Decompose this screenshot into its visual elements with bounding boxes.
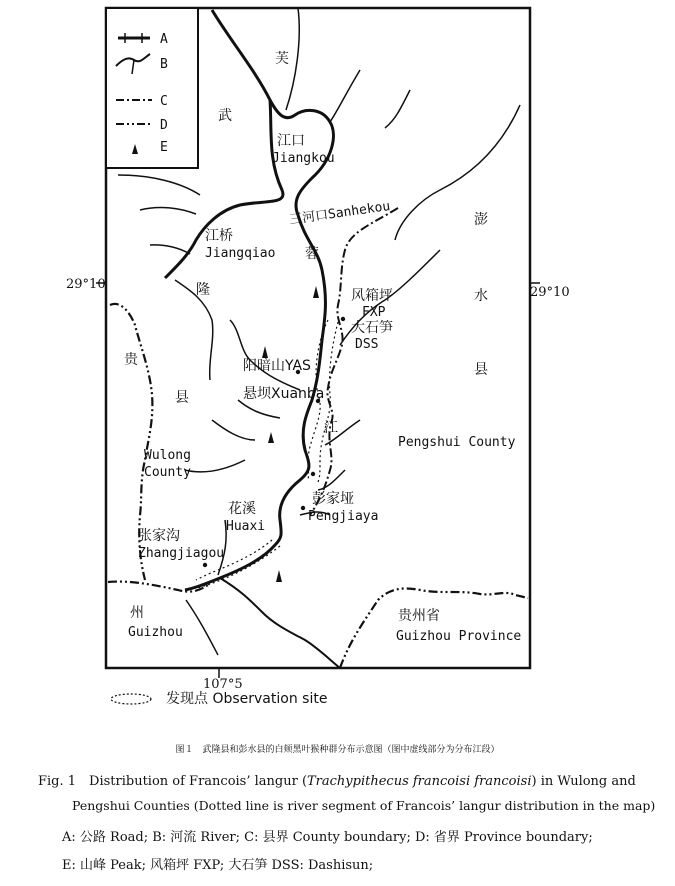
river-southeast bbox=[220, 578, 340, 668]
legend-key-d: D bbox=[160, 118, 168, 133]
label-jiang: 江 bbox=[324, 420, 338, 436]
label-peng: 澎 bbox=[474, 212, 488, 228]
label-fu: 芙 bbox=[275, 51, 289, 67]
caption-legend-line-1: A: 公路 Road; B: 河流 River; C: 县界 County boundary; D: 省界 Province boundary; bbox=[62, 830, 593, 845]
label-zhangjiagou-en: Zhangjiagou bbox=[138, 546, 225, 561]
label-xian-left: 县 bbox=[175, 390, 189, 406]
observation-legend bbox=[111, 690, 327, 707]
caption-fig-line-2: Pengshui Counties (Dotted line is river segment of Francois’ langur distribution in the map) bbox=[72, 798, 656, 813]
label-jiangqiao-zh: 江桥 bbox=[205, 228, 233, 244]
label-zhou: 州 bbox=[130, 605, 144, 621]
label-wulong-county-1: Wulong bbox=[144, 448, 191, 463]
legend-key-e: E bbox=[160, 140, 168, 155]
label-wu: 武 bbox=[218, 108, 232, 124]
label-guizhou: Guizhou bbox=[128, 625, 183, 640]
label-guizhou-province-en: Guizhou Province bbox=[396, 629, 522, 644]
peaks bbox=[262, 286, 319, 582]
caption-fig-line bbox=[38, 770, 638, 789]
peak-icon-2 bbox=[262, 346, 268, 358]
label-jiangqiao-en: Jiangqiao bbox=[205, 246, 276, 261]
label-dss-en: DSS bbox=[355, 337, 379, 352]
legend-key-b: B bbox=[160, 57, 168, 72]
caption-zh: 图１ 武隆县和彭水县的白颊黑叶猴种群分布示意图（图中虚线部分为分布江段） bbox=[175, 745, 500, 755]
caption-fig-species: Trachypithecus francoisi francoisi bbox=[307, 774, 532, 789]
label-wulong-county-2: County bbox=[144, 465, 191, 480]
label-xian-right: 县 bbox=[474, 362, 488, 378]
label-fxp-zh: 风箱坪 bbox=[351, 288, 393, 304]
site-dots bbox=[203, 317, 345, 567]
label-xuanba: 悬坝Xuanba bbox=[243, 386, 325, 402]
label-long: 隆 bbox=[196, 282, 210, 298]
label-huaxi-zh: 花溪 bbox=[228, 501, 256, 517]
county-boundary bbox=[310, 208, 398, 515]
label-pengjiaya-zh: 彭家垭 bbox=[312, 491, 354, 507]
label-gui: 贵 bbox=[124, 352, 138, 368]
label-shui: 水 bbox=[474, 288, 488, 304]
label-fxp-en: FXP bbox=[362, 305, 386, 320]
observation-label: 发现点 Observation site bbox=[166, 691, 328, 707]
label-pengshui-county: Pengshui County bbox=[398, 435, 516, 450]
peak-icon-3 bbox=[268, 432, 274, 443]
label-rong: 蓉 bbox=[305, 246, 319, 262]
label-sanhekou: 三河口Sanhekou bbox=[288, 198, 392, 228]
peak-icon-4 bbox=[276, 570, 282, 582]
label-zhangjiagou-zh: 张家沟 bbox=[138, 528, 180, 544]
lon-label-bottom: 107°5 bbox=[203, 677, 243, 692]
caption-legend-line-2: E: 山峰 Peak; 风箱坪 FXP; 大石笋 DSS: Dashisun; bbox=[62, 858, 374, 873]
legend-key-c: C bbox=[160, 94, 168, 109]
caption-fig-pre: Fig. 1 Distribution of Francois’ langur ( bbox=[38, 774, 308, 789]
label-huaxi-en: Huaxi bbox=[226, 519, 266, 534]
label-jiangkou-zh: 江口 bbox=[277, 133, 305, 149]
legend-key-a: A bbox=[160, 32, 168, 47]
lat-label-left: 29°10 bbox=[66, 277, 106, 292]
label-dss-zh: 大石笋 bbox=[351, 320, 393, 336]
caption-fig-post: ) in Wulong and bbox=[531, 774, 636, 789]
label-guizhou-province-zh: 贵州省 bbox=[398, 608, 440, 624]
legend bbox=[106, 8, 198, 168]
label-yas: 阳暗山YAS bbox=[243, 358, 311, 374]
lat-label-right: 29°10 bbox=[530, 285, 570, 300]
label-jiangkou-en: Jiangkou bbox=[272, 151, 335, 166]
label-pengjiaya-en: Pengjiaya bbox=[308, 509, 379, 524]
peak-icon-1 bbox=[313, 286, 319, 298]
